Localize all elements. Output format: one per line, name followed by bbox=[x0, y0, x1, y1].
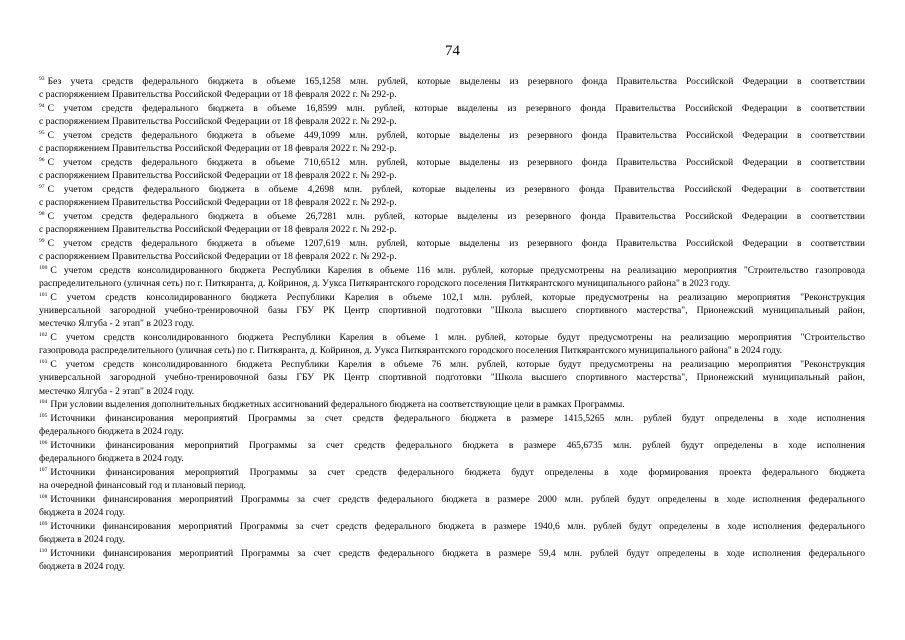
footnote-line bbox=[39, 304, 865, 317]
footnote-number: 94 bbox=[39, 103, 45, 109]
footnote-text: с распоряжением Правительства Российской Федерации от 18 февраля 2022 г. № 292-р. bbox=[39, 170, 397, 182]
footnote-text: с распоряжением Правительства Российской Федерации от 18 февраля 2022 г. № 292-р. bbox=[39, 143, 397, 155]
footnote-line bbox=[39, 88, 865, 101]
footnote-number: 110 bbox=[39, 548, 48, 555]
footnote-105 bbox=[39, 412, 865, 438]
footnote-line bbox=[39, 506, 865, 519]
footnote-number: 107 bbox=[39, 467, 48, 474]
footnote-line bbox=[39, 102, 865, 115]
footnote-93 bbox=[39, 75, 865, 101]
footnote-text: с распоряжением Правительства Российской Федерации от 18 февраля 2022 г. № 292-р. bbox=[39, 224, 397, 236]
footnote-text: распределительного (уличная сеть) по г. Питкяранта, д. Койриноя, д. Ууксa Питкярантского городского поселения Питкярантского муниципального района" в 2023 году. bbox=[39, 278, 731, 290]
footnote-109 bbox=[39, 520, 865, 546]
footnote-number: 109 bbox=[39, 521, 48, 528]
footnote-number: 93 bbox=[39, 76, 45, 82]
footnote-number: 99 bbox=[39, 238, 45, 244]
footnote-96 bbox=[39, 156, 865, 182]
footnote-text: Источники финансирования мероприятий Программы за счет средств федерального бюджета в размере 465,6735 млн. рублей будут определены в ходе исполнения bbox=[50, 440, 865, 452]
footnote-line bbox=[39, 439, 865, 452]
footnote-line bbox=[39, 479, 865, 492]
footnote-102 bbox=[39, 331, 865, 357]
footnote-line bbox=[39, 169, 865, 182]
footnote-number: 98 bbox=[39, 211, 45, 217]
footnote-text: местечко Ялгуба - 2 этап" в 2023 году. bbox=[39, 318, 195, 330]
footnote-text: Источники финансирования мероприятий Программы за счет средств федерального бюджета в размере 2000 млн. рублей будут определены в ходе исполнения федерального bbox=[50, 494, 865, 506]
footnote-text: С учетом средств федерального бюджета в объеме 26,7281 млн. рублей, которые выделены из резервного фонда Правительства Российской Федерации в соответствии bbox=[47, 211, 865, 222]
footnote-number: 103 bbox=[39, 359, 48, 366]
footnote-number: 95 bbox=[39, 130, 45, 136]
footnote-line bbox=[39, 493, 865, 506]
footnote-line bbox=[39, 237, 865, 250]
footnote-line bbox=[39, 223, 865, 236]
footnote-99 bbox=[39, 237, 865, 263]
footnote-line bbox=[39, 331, 865, 344]
footnote-text: с распоряжением Правительства Российской Федерации от 18 февраля 2022 г. № 292-р. bbox=[39, 251, 397, 263]
footnote-107 bbox=[39, 466, 865, 492]
footnote-100 bbox=[39, 264, 865, 290]
footnote-text: с распоряжением Правительства Российской Федерации от 18 февраля 2022 г. № 292-р. bbox=[39, 116, 397, 128]
footnote-line bbox=[39, 210, 865, 223]
footnote-text: бюджета в 2024 году. bbox=[39, 507, 126, 519]
footnote-text: При условии выделения дополнительных бюджетных ассигнований федерального бюджета на соответствующие цели в рамках Программы. bbox=[50, 399, 625, 411]
footnote-line bbox=[39, 398, 865, 411]
footnote-line bbox=[39, 466, 865, 479]
footnote-line bbox=[39, 425, 865, 438]
footnote-number: 100 bbox=[39, 265, 48, 271]
footnote-line bbox=[39, 196, 865, 209]
footnote-text: С учетом средств федерального бюджета в объеме 4,2698 млн. рублей, которые выделены из резервного фонда Правительства Российской Федерации в соответствии bbox=[47, 184, 865, 195]
footnote-text: универсальной загородной учебно-тренировочной базы ГБУ РК Центр спортивной подготовки "Школа высшего спортивного мастерства", Прионежский муниципальный район, bbox=[39, 372, 865, 384]
footnote-94 bbox=[39, 102, 865, 128]
footnote-text: С учетом средств федерального бюджета в объеме 710,6512 млн. рублей, которые выделены из резервного фонда Правительства Российской Федерации в соответствии bbox=[47, 157, 865, 168]
footnote-line bbox=[39, 371, 865, 384]
footnote-line bbox=[39, 520, 865, 533]
footnote-line bbox=[39, 317, 865, 330]
footnote-number: 96 bbox=[39, 157, 45, 163]
footnote-line bbox=[39, 358, 865, 371]
footnote-line bbox=[39, 250, 865, 263]
footnote-line bbox=[39, 385, 865, 398]
footnote-text: С учетом средств федерального бюджета в объеме 449,1099 млн. рублей, которые выделены из резервного фонда Правительства Российской Федерации в соответствии bbox=[47, 130, 865, 141]
footnote-text: С учетом средств федерального бюджета в объеме 1207,619 млн. рублей, которые выделены из резервного фонда Правительства Российской Федерации в соответствии bbox=[47, 238, 865, 249]
footnote-text: с распоряжением Правительства Российской Федерации от 18 февраля 2022 г. № 292-р. bbox=[39, 197, 397, 209]
footnote-line bbox=[39, 142, 865, 155]
footnote-text: бюджета в 2024 году. bbox=[39, 561, 126, 573]
footnote-106 bbox=[39, 439, 865, 465]
footnote-text: универсальной загородной учебно-тренировочной базы ГБУ РК Центр спортивной подготовки "Школа высшего спортивного мастерства", Прионежский муниципальный район, bbox=[39, 305, 865, 317]
footnote-text: Источники финансирования мероприятий Программы за счет средств федерального бюджета в размере 59,4 млн. рублей будут определены в ходе исполнения федерального bbox=[50, 548, 865, 560]
footnote-line bbox=[39, 291, 865, 304]
footnote-98 bbox=[39, 210, 865, 236]
footnote-text: газопровода распределительного (уличная сеть) по г. Питкяранта, д. Койриноя, д. Ууксa Питкярантского городского поселения Питкярантского муниципального района" в 2024 году. bbox=[39, 345, 783, 357]
footnote-text: С учетом средств консолидированного бюджета Республики Карелия в объеме 1 млн. рублей, которые будут предусмотрены на реализацию мероприятия "Строительство bbox=[50, 332, 865, 344]
footnote-line bbox=[39, 412, 865, 425]
footnote-text: С учетом средств федерального бюджета в объеме 16,8599 млн. рублей, которые выделены из резервного фонда Правительства Российской Федерации в соответствии bbox=[47, 103, 865, 114]
footnote-95 bbox=[39, 129, 865, 155]
footnote-text: федерального бюджета в 2024 году. bbox=[39, 426, 184, 438]
footnote-number: 102 bbox=[39, 332, 48, 339]
footnote-line bbox=[39, 264, 865, 277]
footnote-number: 104 bbox=[39, 399, 48, 406]
footnote-text: С учетом средств консолидированного бюджета Республики Карелия в объеме 102,1 млн. рублей, которые предусмотрены на реализацию мероприятия "Реконструкция bbox=[50, 292, 865, 303]
page-number: 74 bbox=[445, 43, 460, 59]
footnotes-list bbox=[39, 75, 865, 574]
footnote-108 bbox=[39, 493, 865, 519]
footnote-line bbox=[39, 452, 865, 465]
footnote-104 bbox=[39, 398, 865, 411]
footnote-text: С учетом средств консолидированного бюджета Республики Карелия в объеме 76 млн. рублей, которые будут предусмотрены на реализацию мероприятия "Реконструкция bbox=[50, 359, 865, 371]
footnote-line bbox=[39, 75, 865, 88]
footnote-line bbox=[39, 156, 865, 169]
footnote-text: С учетом средств консолидированного бюджета Республики Карелия в объеме 116 млн. рублей, которые предусмотрены на реализацию мероприятия "Строительство газопровода bbox=[50, 265, 865, 276]
footnote-line bbox=[39, 129, 865, 142]
footnote-line bbox=[39, 277, 865, 290]
footnote-number: 97 bbox=[39, 184, 45, 190]
footnote-text: Источники финансирования мероприятий Программы за счет средств федерального бюджета в размере 1940,6 млн. рублей будут определены в ходе исполнения федерального bbox=[50, 521, 865, 533]
footnote-line bbox=[39, 560, 865, 573]
footnote-text: федерального бюджета в 2024 году. bbox=[39, 453, 184, 465]
footnote-103 bbox=[39, 358, 865, 398]
footnote-101 bbox=[39, 291, 865, 331]
footnote-number: 106 bbox=[39, 440, 48, 447]
footnote-97 bbox=[39, 183, 865, 209]
footnote-number: 105 bbox=[39, 413, 48, 420]
footnote-text: на очередной финансовый год и плановый период. bbox=[39, 480, 246, 492]
footnote-line bbox=[39, 183, 865, 196]
footnote-line bbox=[39, 547, 865, 560]
footnote-line bbox=[39, 533, 865, 546]
footnote-text: бюджета в 2024 году. bbox=[39, 534, 126, 546]
footnote-text: с распоряжением Правительства Российской Федерации от 18 февраля 2022 г. № 292-р. bbox=[39, 89, 397, 101]
footnote-110 bbox=[39, 547, 865, 573]
footnote-line bbox=[39, 115, 865, 128]
footnote-number: 108 bbox=[39, 494, 48, 501]
footnote-text: местечко Ялгуба - 2 этап" в 2024 году. bbox=[39, 385, 195, 397]
footnote-text: Источники финансирования мероприятий Программы за счет средств федерального бюджета в размере 1415,5265 млн. рублей будут определены в ходе исполнения bbox=[50, 413, 865, 425]
footnote-line bbox=[39, 344, 865, 357]
footnote-text: Без учета средств федерального бюджета в объеме 165,1258 млн. рублей, которые выделены из резервного фонда Правительства Российской Федерации в соответствии bbox=[47, 76, 865, 87]
footnote-text: Источники финансирования мероприятий Программы за счет средств федерального бюджета будут определены в ходе формирования проекта федерального бюджета bbox=[50, 467, 865, 479]
footnote-number: 101 bbox=[39, 292, 48, 298]
